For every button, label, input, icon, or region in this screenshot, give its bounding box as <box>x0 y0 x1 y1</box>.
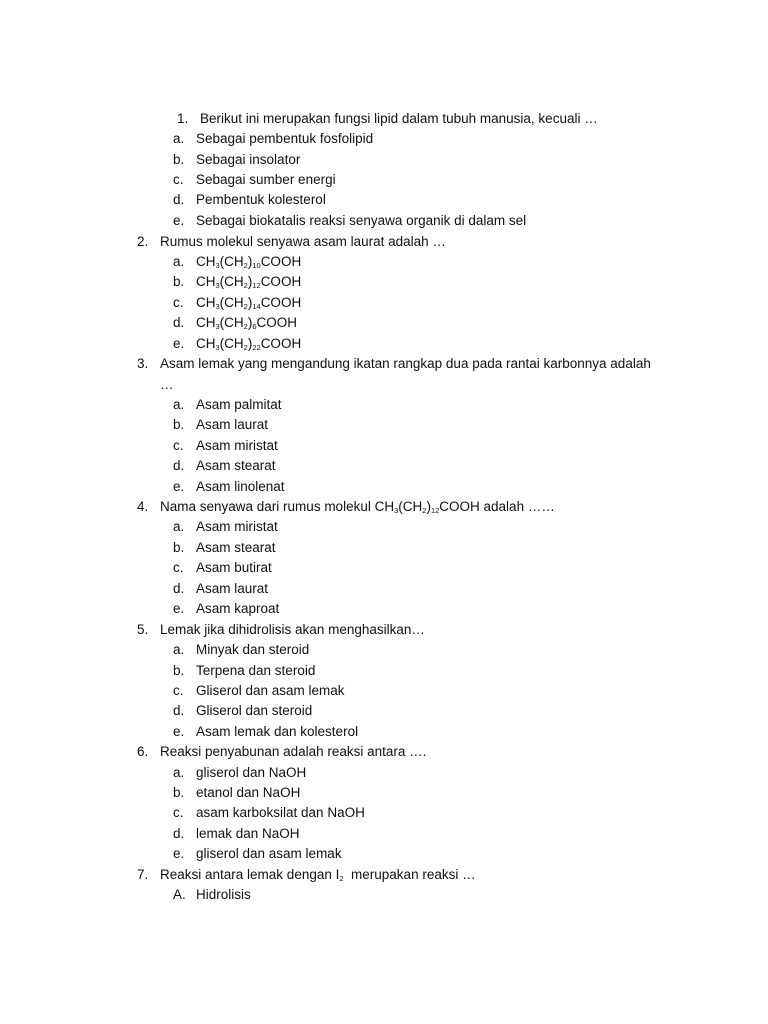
question-number: 5. <box>137 622 149 637</box>
option-label: e. <box>173 479 185 494</box>
formula: $CH_3(CH_2)_{10}COOH$ <box>196 254 302 270</box>
option-label: d. <box>173 581 185 596</box>
option-label: e. <box>173 846 185 861</box>
question-number: 1. <box>177 111 189 126</box>
option-label: c. <box>173 560 184 575</box>
option-label: a. <box>173 131 185 146</box>
question-text: Berikut ini merupakan fungsi lipid dalam tubuh manusia, kecuali … <box>200 111 598 126</box>
option-label: d. <box>173 192 185 207</box>
question-text: Reaksi penyabunan adalah reaksi antara …. <box>160 744 427 759</box>
option-label: e. <box>173 724 185 739</box>
option-label: c. <box>173 438 184 453</box>
option-text: Asam lemak dan kolesterol <box>196 724 359 739</box>
option-label: a. <box>173 642 185 657</box>
formula: $CH_3(CH_2)_{12}COOH$ <box>374 499 480 515</box>
option-label: b. <box>173 152 185 167</box>
option-label: A. <box>173 887 186 902</box>
option-text: Asam stearat <box>196 458 276 473</box>
question-text: Rumus molekul senyawa asam laurat adalah … <box>160 234 446 249</box>
option-text: Gliserol dan asam lemak <box>196 683 345 698</box>
formula: $CH_3(CH_2)_6COOH$ <box>196 315 298 331</box>
option-label: b. <box>173 417 185 432</box>
option-label: e. <box>173 213 185 228</box>
option-text: Asam kaproat <box>196 601 280 616</box>
option-text: Gliserol dan steroid <box>196 703 313 718</box>
option-label: b. <box>173 785 185 800</box>
option-text: etanol dan NaOH <box>196 785 301 800</box>
option-label: a. <box>173 254 185 269</box>
formula: $CH_3(CH_2)_{22}COOH$ <box>196 336 302 352</box>
option-label: e. <box>173 336 185 351</box>
question-number: 4. <box>137 499 149 514</box>
option-text: Sebagai sumber energi <box>196 172 336 187</box>
option-text: Asam miristat <box>196 519 278 534</box>
question-text-cont: … <box>160 377 174 392</box>
option-label: d. <box>173 826 185 841</box>
option-label: d. <box>173 458 185 473</box>
option-label: a. <box>173 765 185 780</box>
option-label: c. <box>173 683 184 698</box>
option-label: b. <box>173 274 185 289</box>
option-text: Asam palmitat <box>196 397 282 412</box>
option-text: Asam laurat <box>196 581 269 596</box>
option-text: Asam laurat <box>196 417 269 432</box>
formula: $CH_3(CH_2)_{14}COOH$ <box>196 295 302 311</box>
option-label: c. <box>173 805 184 820</box>
question-text: Asam lemak yang mengandung ikatan rangkap dua pada rantai karbonnya adalah <box>160 356 651 371</box>
option-text: Pembentuk kolesterol <box>196 192 326 207</box>
option-text: asam karboksilat dan NaOH <box>196 805 365 820</box>
question-3-continuation <box>160 375 174 395</box>
option-label: c. <box>173 295 184 310</box>
question-text: Lemak jika dihidrolisis akan menghasilkan… <box>160 622 425 637</box>
option-text: Hidrolisis <box>196 887 251 902</box>
option-label: d. <box>173 315 185 330</box>
option-text: Asam linolenat <box>196 479 285 494</box>
option-text: lemak dan NaOH <box>196 826 300 841</box>
option-label: e. <box>173 601 185 616</box>
question-number: 7. <box>137 867 149 882</box>
option-label: c. <box>173 172 184 187</box>
option-text: Sebagai biokatalis reaksi senyawa organik di dalam sel <box>196 213 527 228</box>
option-label: d. <box>173 703 185 718</box>
question-number: 6. <box>137 744 149 759</box>
option-text: Terpena dan steroid <box>196 663 316 678</box>
question-number: 2. <box>137 234 149 249</box>
option-text: gliserol dan asam lemak <box>196 846 342 861</box>
option-text: Minyak dan steroid <box>196 642 310 657</box>
option-label: b. <box>173 540 185 555</box>
option-text: Asam butirat <box>196 560 272 575</box>
option-text: Asam stearat <box>196 540 276 555</box>
option-text: Sebagai insolator <box>196 152 301 167</box>
question-text: Nama senyawa dari rumus molekul $CH_3(CH_2)_{12}COOH$ adalah …… <box>160 499 555 515</box>
option-text: gliserol dan NaOH <box>196 765 307 780</box>
option-label: b. <box>173 663 185 678</box>
question-number: 3. <box>137 356 149 371</box>
option-label: a. <box>173 397 185 412</box>
option-label: a. <box>173 519 185 534</box>
question-text: Reaksi antara lemak dengan $I_2$ merupakan reaksi … <box>160 867 476 883</box>
option-text: Sebagai pembentuk fosfolipid <box>196 131 374 146</box>
formula: $CH_3(CH_2)_{12}COOH$ <box>196 274 302 290</box>
option-text: Asam miristat <box>196 438 278 453</box>
